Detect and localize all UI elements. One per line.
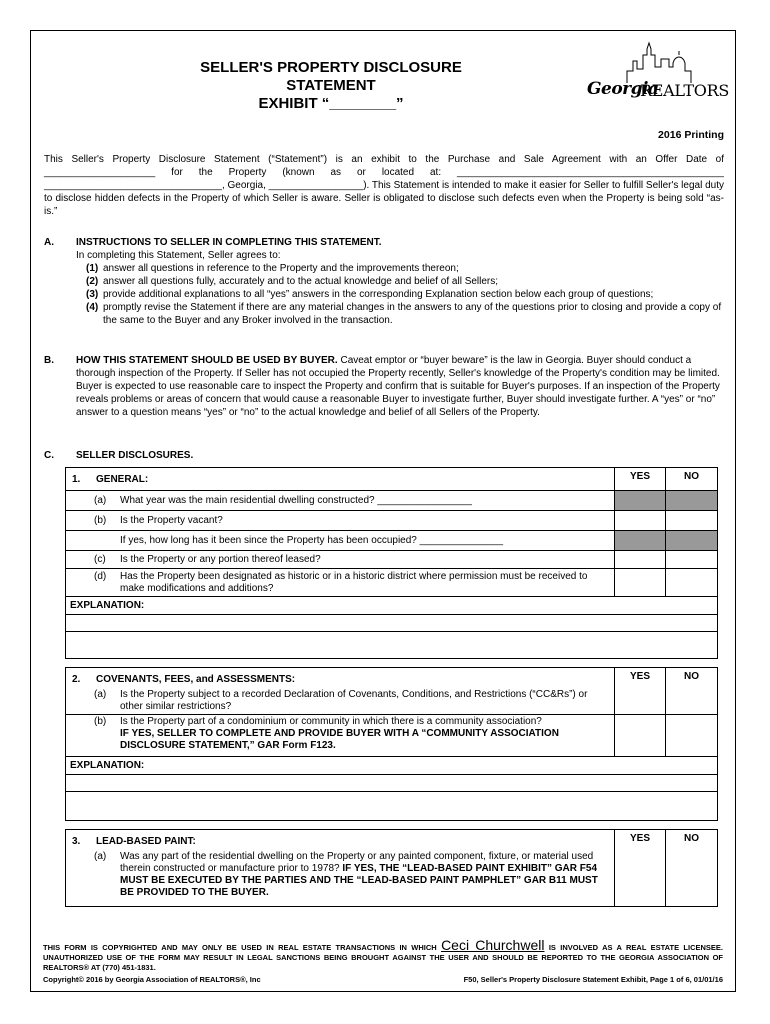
table-row: (b) Is the Property part of a condominium or community in which there is a community association? IF YES, SELLER TO COMPLETE AND PROVIDE BUYER WITH A “COMMUNITY ASSOCIATION DISCLOSURE STATEMENT,” GAR Form F123. [66,714,717,756]
section-a-label: A. [44,237,54,248]
section-b [44,354,724,419]
table-row: If yes, how long has it been since the Property has been occupied? _______________ [66,530,717,550]
no-header: NO [684,671,699,682]
yes-header: YES [615,668,666,688]
general-title: GENERAL: [96,474,149,485]
yes-checkbox[interactable] [615,511,666,530]
copyright-notice-cont: IS INVOLVED AS A REAL ESTATE LICENSEE. UNAUTHORIZED USE OF THE FORM MAY RESULT IN LEGAL SANCTIONS BEING BROUGHT AGAINST THE USER AND SHOULD BE REPORTED TO THE GEORGIA ASSOCIATION OF REALTORS® AT (770) 451-1831. [43,943,724,972]
section-b-heading: HOW THIS STATEMENT SHOULD BE USED BY BUYER. [76,355,338,366]
no-checkbox[interactable] [666,551,717,568]
no-checkbox[interactable] [666,511,717,530]
form-footer [43,937,724,987]
instructions-list [76,262,724,327]
yes-checkbox[interactable] [615,569,666,596]
section-b-label: B. [44,355,54,366]
list-item: (4) promptly revise the Statement if there are any material changes in the answers to any of the questions prior to closing and provide a copy of the same to the Buyer and any Broker involved in the transaction. [86,302,722,326]
title-line: SELLER'S PROPERTY DISCLOSURE STATEMENT [200,59,462,94]
table-row: (b) Is the Property vacant? [66,510,717,530]
yes-checkbox[interactable] [615,551,666,568]
form-id: F50, Seller's Property Disclosure Statement Exhibit, Page 1 of 6, 01/01/16 [463,975,723,984]
explanation-box[interactable] [66,596,717,658]
covenants-title: COVENANTS, FEES, and ASSESSMENTS: [96,674,296,685]
explanation-box[interactable] [66,756,717,820]
no-checkbox[interactable] [666,688,717,714]
no-header: NO [684,833,699,844]
no-checkbox[interactable] [666,569,717,596]
georgia-realtors-logo [587,41,737,111]
copyright-line: Copyright© 2016 by Georgia Association of REALTORS®, Inc [43,975,261,984]
no-checkbox[interactable] [666,850,717,906]
no-cell [666,491,717,510]
section-c-heading: SELLER DISCLOSURES. [76,450,194,461]
lead-paint-table [65,829,718,907]
lead-title: LEAD-BASED PAINT: [96,836,196,847]
yes-checkbox[interactable] [615,688,666,714]
form-title [161,59,501,113]
logo-script: Georgia [587,79,659,99]
explanation-label: EXPLANATION: [70,600,145,611]
yes-checkbox[interactable] [615,715,666,756]
section-c [44,449,724,462]
covenants-header-row: 2. COVENANTS, FEES, and ASSESSMENTS: YES NO [66,668,717,688]
covenants-table [65,667,718,821]
no-cell [666,531,717,550]
yes-header: YES [615,468,666,490]
table-row: (d) Has the Property been designated as historic or in a historic district where permission must be received to make modifications and additions? [66,568,717,596]
table-row: (c) Is the Property or any portion thereof leased? [66,550,717,568]
logo-word: REALTORS [640,81,729,100]
licensee-name: Ceci Churchwell [441,937,545,953]
yes-checkbox[interactable] [615,850,666,906]
form-page [30,30,736,992]
exhibit-line: EXHIBIT “________” [258,95,404,112]
section-a-lead: In completing this Statement, Seller agrees to: [76,250,281,261]
table-row: (a) Is the Property subject to a recorded Declaration of Covenants, Conditions, and Restrictions (“CC&Rs”) or other similar restrictions? [66,688,717,714]
list-item: (1) answer all questions in reference to the Property and the improvements thereon; [86,263,459,274]
yes-cell [615,531,666,550]
list-item: (3) provide additional explanations to all “yes” answers in the corresponding Explanation section below each group of questions; [86,289,654,300]
table-row: (a) Was any part of the residential dwelling on the Property or any painted component, fixture, or material used therein constructed or manufacture prior to 1978? IF YES, THE “LEAD-BASED PAINT EXHIBIT” GAR F54 MUST BE EXECUTED BY THE PARTIES AND THE “LEAD-BASED PAINT PAMPHLET” GAR B11 MUST BE PROVIDED TO THE BUYER. [66,850,717,906]
general-table [65,467,718,659]
printing-label: 2016 Printing [658,129,724,141]
no-header: NO [684,471,699,482]
section-b-text: Caveat emptor or “buyer beware” is the law in Georgia. Buyer should conduct a thorough inspection of the Property. If Seller has not occupied the Property recently, Seller's knowledge of the Property's condition may be limited. Buyer is expected to use reasonable care to inspect the Property and confirm that is suitable for Buyer's purposes. If an inspection of the Property reveals problems or areas of concern that would cause a reasonable Buyer to investigate further, Buyer should investigate further. A “yes” or “no” answer to a question means “yes” or “no” to the actual knowledge and belief of all Sellers of the Property. [76,355,720,418]
lead-header-row: 3. LEAD-BASED PAINT: YES NO [66,830,717,850]
section-a-heading: INSTRUCTIONS TO SELLER IN COMPLETING THIS STATEMENT. [76,237,382,248]
general-header-row: 1. GENERAL: YES NO [66,468,717,490]
no-checkbox[interactable] [666,715,717,756]
yes-cell [615,491,666,510]
table-row: (a) What year was the main residential dwelling constructed? _________________ [66,490,717,510]
intro-paragraph: This Seller's Property Disclosure Statement (“Statement”) is an exhibit to the Purchase and Sale Agreement with an Offer Date of ____________________ for the Property (known as or located at: ________________________________________________ ________________________________, Georgia, _________________). This Statement is intended to make it easier for Seller to fulfill Seller's legal duty to disclose hidden defects in the Property of which Seller is aware. Seller is obligated to disclose such defects even when the Property is being sold “as-is.” [44,154,724,217]
section-c-label: C. [44,450,54,461]
explanation-label: EXPLANATION: [70,760,145,771]
yes-header: YES [615,830,666,850]
copyright-notice: THIS FORM IS COPYRIGHTED AND MAY ONLY BE USED IN REAL ESTATE TRANSACTIONS IN WHICH [43,943,437,952]
section-a [44,236,724,327]
list-item: (2) answer all questions fully, accurately and to the actual knowledge and belief of all Sellers; [86,276,499,287]
